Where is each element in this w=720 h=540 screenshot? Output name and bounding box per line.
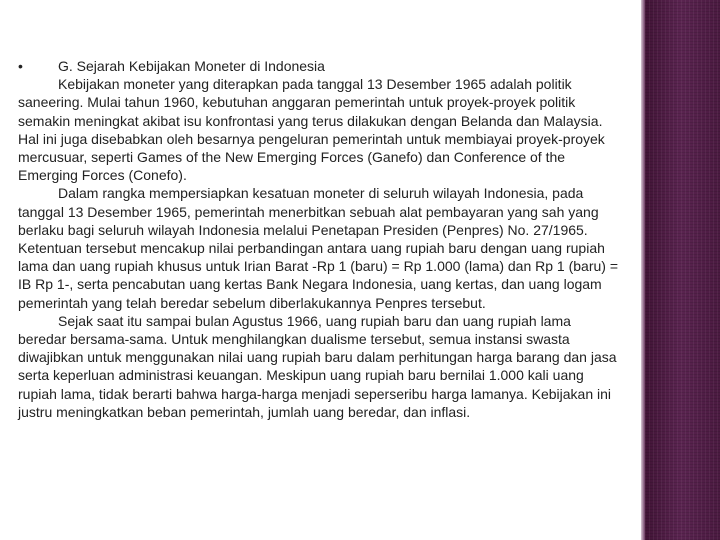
paragraph-2: Dalam rangka mempersiapkan kesatuan moneter di seluruh wilayah Indonesia, pada tanggal 13 Desember 1965, pemerintah menerbitkan sebuah alat pembayaran yang sah yang berlaku bagi seluruh wilayah Indonesia melalui Penetapan Presiden (Penpres) No. 27/1965. Ketentuan tersebut mencakup nilai perbandingan antara uang rupiah baru dengan uang rupiah lama dan uang rupiah khusus untuk Irian Barat -Rp 1 (baru) = Rp 1.000 (lama) dan Rp 1 (baru) = IB Rp 1-, serta pencabutan uang kertas Bank Negara Indonesia, uang kertas, dan uang logam pemerintah yang telah beredar sebelum diberlakukannya Penpres tersebut. bbox=[18, 185, 618, 311]
slide-content bbox=[18, 57, 620, 421]
side-panel-edge bbox=[641, 0, 645, 540]
paragraph-3: Sejak saat itu sampai bulan Agustus 1966, uang rupiah baru dan uang rupiah lama beredar bersama-sama. Untuk menghilangkan dualisme tersebut, semua instansi swasta diwajibkan untuk menggunakan nilai uang rupiah baru dalam perhitungan harga barang dan jasa serta keperluan administrasi keuangan. Meskipun uang rupiah baru bernilai 1.000 kali uang rupiah lama, tidak berarti bahwa harga-harga menjadi seperseribu harga lamanya. Kebijakan ini justru meningkatkan beban pemerintah, jumlah uang beredar, dan inflasi. bbox=[18, 312, 617, 420]
section-heading-line bbox=[18, 57, 620, 75]
paragraph-1: Kebijakan moneter yang diterapkan pada tanggal 13 Desember 1965 adalah politik saneering. Mulai tahun 1960, kebutuhan anggaran pemerintah untuk proyek-proyek politik semakin meningkat akibat isu konfrontasi yang terus dilakukan dengan Belanda dan Malaysia. Hal ini juga disebabkan oleh besarnya pengeluran pemerintah untuk membiayai proyek-proyek mercusuar, seperti Games of the New Emerging Forces (Ganefo) dan Conference of the Emerging Forces (Conefo). bbox=[18, 76, 605, 184]
decorative-side-panel bbox=[641, 0, 720, 540]
bullet-glyph: • bbox=[18, 58, 23, 74]
section-heading: G. Sejarah Kebijakan Moneter di Indonesia bbox=[58, 58, 325, 74]
